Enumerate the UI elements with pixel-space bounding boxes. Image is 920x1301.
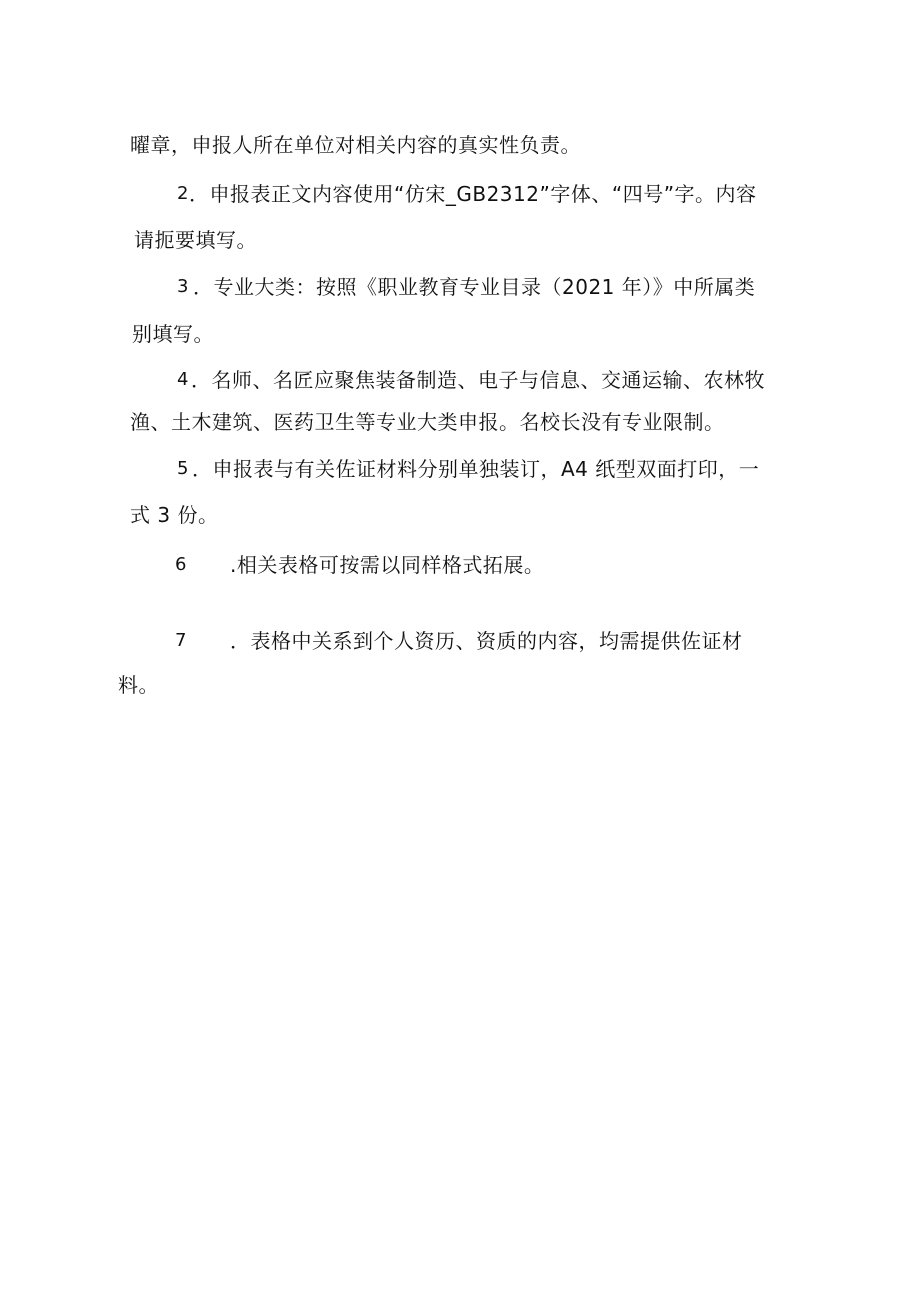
item-5-line-1: ．申报表与有关佐证材料分别单独装订，A4 纸型双面打印，一 [192,457,760,481]
item-2-line-1: ．申报表正文内容使用“仿宋_GB2312”字体、“四号”字。内容 [189,182,757,206]
item-6-line-1: .相关表格可按需以同样格式拓展。 [230,553,545,577]
item-7-number: 7 [175,630,187,651]
item-3-number: 3 [177,276,189,297]
item-7-line-1: ．表格中关系到个人资历、资质的内容，均需提供佐证材 [230,629,743,653]
item-6-number: 6 [175,554,187,575]
item-4-line-1: ．名师、名匠应聚焦装备制造、电子与信息、交通运输、农林牧 [191,368,765,392]
item-3-line-1: ．专业大类：按照《职业教育专业目录（2021 年）》中所属类 [193,275,756,299]
item-5-number: 5 [177,458,189,479]
intro-line: 曜章，申报人所在单位对相关内容的真实性负责。 [130,133,581,157]
item-2-number: 2 [177,183,189,204]
item-2-line-2: 请扼要填写。 [134,228,257,252]
item-4-line-2: 渔、土木建筑、医药卫生等专业大类申报。名校长没有专业限制。 [130,410,725,434]
item-4-number: 4 [177,369,189,390]
item-5-line-2: 式 3 份。 [130,503,219,527]
item-3-line-2: 别填写。 [132,322,214,346]
item-7-line-2: 料。 [118,673,159,697]
